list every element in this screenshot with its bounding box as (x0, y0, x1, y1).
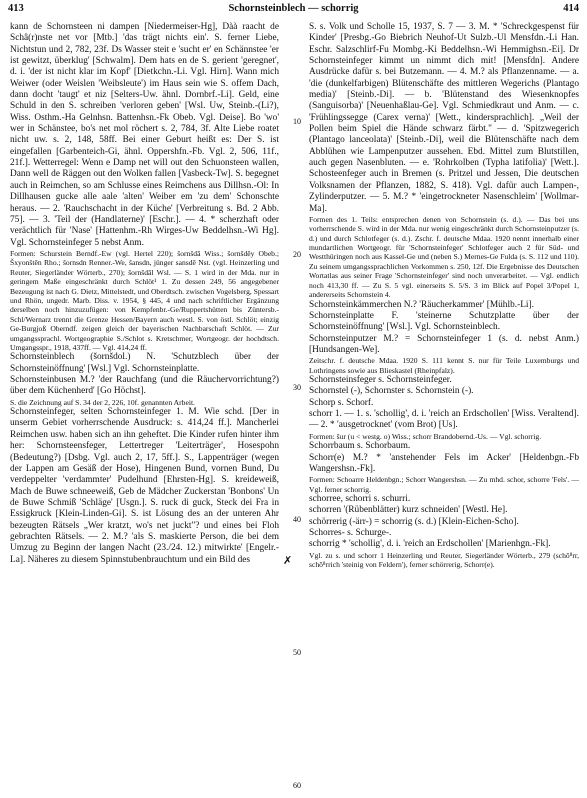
forms-note: Zeitschr. f. deutsche Mdaa. 1920 S. 111 kennt S. nur für Teile Luxemburgs und Lothringens sowie aus Blieskastel (Rheinpfalz). (309, 356, 579, 375)
entry-paragraph: Schorres- s. Schurge-. (309, 528, 392, 539)
entry-paragraph: Schornsteinblech (šornšdol.) N. 'Schutzblech über der Schornsteinöffnung' [Wsl.] Vgl. Schornsteinplatte. (10, 352, 279, 374)
entry-paragraph: schorren '(Rübenblätter) kurz schneiden' [Westl. He]. (309, 505, 508, 516)
line-number: 40 (293, 515, 301, 524)
forms-note: Formen: Schurstein Berndf.-Ew (vgl. Hertel 220); šornšdā Wiss.; šornšdēy Obeb.; Šxyonštēn Rho.; šornsdn Renner.-We, šansdn, jünger sansdē Nst. (vgl. Heinzerling und Reuter, Siegerländer Wörterb., 270); šornšdāl Wsl. — S. 1 wird in der Mda. nur in geringem Maße eingeschränkt durch Schlöt¹ 1. Zu dessen 249, 56 angegebener Bezeugung ist nach G. Dietz, Mittelstedt, und Oberdtsch. zwischen Vogelsberg, Spessart und Rhön, ungedr. Marb. Diss. v. 1954, § 445, 4 und nach schriftlicher Ergänzung derselben noch hinzuzufügen: von Kempfenbr.-Ge/Ruppertshütten bis Züntersb.-Schl/Wernarz trennt die Grenze Hessen/Bayern auch westl. S. von östl. Schlöt; einzig Ge-Burgjoß Oberndf. zeigen gleich der bayerischen Nachbarschaft Schlöt. — Zur umgangssprachl. Wortgeographie S./Schlot s. Kretschmer, Wortgeogr. der hochdtsch. Umgangsspr., 1918, 437ff. — Vgl. 414,24 ff. (10, 248, 279, 352)
entry-paragraph: Schornsteinkämmerchen N.? 'Räucherkammer' [Mühlb.-Li]. (309, 299, 534, 310)
right-column (309, 22, 579, 794)
entry-paragraph: Schornsteinbusen M.? 'der Rauchfang (und die Räuchervorrichtung?) über dem Küchenherd' [Go Höchst]. (10, 375, 279, 397)
entry-paragraph: kann de Schornsteen ni dampen [Niedermeiser-Hg], Dàà raacht de Schâ(r)nste net vor [Mtb.] 'das trägt nichts ein'. S. ferner Liebe, Nichtstun und 2, 782, 23f. Ds Wasser steit e 'sucht er' en Schännstee 'er ist gewitzt, überklug' [Schwalm]. Dem hats en de S. gerient 'geregnet', d. i. 'der ist nicht klar im Kopf' [Dietkchn.-Li. Vgl. Hirn]. Wann mich Weiwer (oder Weislen 'Weibsleute') im Haus sein wie S. offem Dach, dann docht 'taugt' et niz [Selters-Uw. ähnl. Dornbrf.-Li]. Geld, eine Schuld in den S. schreiben 'verloren geben' [Wsl. Uw, Steinb.-(Li?), Wiss. Osthm.-Ha Gelnhsn. Battenhsn.-Fk Obeb. Vgl. Deise]. Bo 'wo' wer in Schänstee, bo's net mol röchert s. 2, 784, 3f. Alte Liebe roatet nicht uw. s. 2, 148, 58ff. Bei einer Geburt heißt es: Der S. ist eingefallen [Garbenteich-Gi, ähnl. Oppershfn.-Fb. Vgl. 2, 506, 11f., 21f.]. Wetterregel: Wenn e Damp net will out den Schuonsteen wallen, Dann well de Räggen out den Wolken fallen [Vasbeck-Tw]. S. begegnet auch in Reimchen, so am Schlusse eines Reimchens aus Dillhsn.-Ol: In Dillhausen gucke alle aale 'alten' Weiber em 'zu dem' Schonschte heraus. — 2. 'Rauchschacht in der Küche' [Verbreitung s. Bd. 2 Abb. 75]. — 3. 'Teil der (Handlaterne)' [Eschr.]. — 4. * scherzhaft oder verächtlich für 'Nase' [Hattenhm.-Rh Wirges-Uw Beddelhsn.-Wi Hg]. Vgl. Schornsteinfeger 5 nebst Anm. (10, 22, 279, 248)
entry-paragraph: Schornsteinputzer M.? = Schornsteinfeger 1 (s. d. nebst Anm.) [Hundsangen-We]. (309, 333, 579, 355)
entry-paragraph: Schornstel (-), Schornster s. Schornstein (-). (309, 386, 474, 397)
entry-paragraph: schorrig * 'schollig', d. i. 'reich an Erdschollen' [Marienhgn.-Fk]. (309, 539, 551, 550)
line-number: 20 (293, 250, 301, 259)
running-title: Schornsteinblech — schorrig (228, 3, 359, 14)
page-number-left: 413 (8, 3, 24, 14)
line-number: 10 (293, 117, 301, 126)
entry-paragraph: Schornsteinfeger, selten Schornsteinfeger 1. M. Wie schd. [Der in unserm Gebiet vorherrschende Ausdruck: s. 414,24 ff.]. Mancherlei Reimchen usw. haben sich an ihn geheftet. Die Kinder rufen hinter ihm her: Schornsteensfeger, Lettertreger 'Leiterträger', Hosespohn (Bedeutung?) [Dsbg. Vgl. auch 2, 17, 5ff.]. S., Lappenträger (wegen der Lappen am Gesäß der Hose), Hingenen Bund, vornen Bund, Du verdeppelter 'verdammter' Pudelhund [Ehrsten-Hg]. S. kreideweiß, Mach de Buwe schneeweiß, Geb de Mädcher Zuckerstan 'Bonbons' Un de Buwe Schmiß 'Schläge' [Usgn.]. S. ruck di guck, Steck dei Fra in Essigkruck [Klein-Linden-Gi]. S. ist Lösung des an der unteren Ahr bezeugten Rätsels „Wer kratzt, wo's net juckt"? und eines bei Floh gebrachten Rätsels. — 2. M.? 'als S. maskierte Person, die bei dem Umzug zu Beginn der langen Nacht (23./24. 12.) mitwirkte' [Engelr.-La]. Näheres zu diesem Spinnstubenbrauchtum und ein Bild des (10, 407, 279, 565)
entry-paragraph: Schornsteinplatte F. 'steinerne Schutzplatte über der Schornsteinöffnung' [Wsl.]. Vgl. Schornsteinblech. (309, 310, 579, 333)
forms-note: Vgl. zu s. und schorr 1 Heinzerling und Reuter, Siegerländer Wörterb., 279 (schō⁸rr, schō⁸rrich 'steinig von Feldern'), ferner schörrerig, Schorr(e). (309, 550, 579, 570)
entry-paragraph: Schorp s. Schorf. (309, 397, 374, 408)
page-number-right: 414 (563, 3, 579, 14)
entry-paragraph: schörrerig (-ärr-) = schorrig (s. d.) [Klein-Eichen-Scho]. (309, 516, 519, 527)
forms-note: Formen des 1. Teils: entsprechen denen von Schornstein (s. d.). — Das bei uns vorherrschende S. wird in der Mda. nur wenig eingeschränkt durch Schornsteinputzer (s. d.) und durch Schlotfeger (s. d.). Zschr. f. deutsche Mdaa. 1920 nennt innerhalb einer mundartlichen Wortgeogr. für 'Schornsteinfeger' Schlotfeger auch 2 für Süd- und Westthüringen noch aus Kassel-Ge und (neben S.) Mernes-Ge Fulda (s. S. 112 und 110). Zu seinem umgangssprachlichen Vorkommen s. 250, 12f. Die Ergebnisse des Deutschen Wortatlas aus seiner Frage 'Schornsteinfeger' sind noch unverarbeitet. — Vgl. endlich noch 413,30 ff. — Zu S. 5 vgl. einerseits S. 5/S. 3 im Blick auf Popel 3/Popel 1, andererseits Schornstein 4. (309, 214, 579, 300)
line-number: 30 (293, 383, 301, 392)
line-number: 60 (293, 781, 301, 790)
margin-mark: ✗ (283, 555, 293, 567)
entry-paragraph: schorr 1. — 1. s. 'schollig', d. i. 'reich an Erdschollen' [Wiss. Veraltend]. — 2. * 'ausgetrocknet' (vom Brot) [Us]. (309, 409, 579, 431)
entry-paragraph: Schornsteinsfeger s. Schornsteinfeger. (309, 375, 452, 386)
entry-paragraph: Schorrbaum s. Schorbaum. (309, 441, 411, 452)
entry-paragraph: schorree, schorri s. schurri. (309, 494, 411, 504)
page-header (8, 3, 579, 19)
forms-note: Formen: Schoarre Heldenbgn.; Schorr Wangershsn. — Zu mhd. schor, schorre 'Fels'. — Vgl. ferner schorrig. (309, 475, 579, 494)
line-number: 50 (293, 648, 301, 657)
forms-note: Formen: šur (u < westg. o) Wiss.; schorr Brandobernd.-Us. — Vgl. schorrig. (309, 431, 542, 441)
entry-paragraph: S. s. Volk und Scholle 15, 1937, S. 7 — 3. M. * 'Schreckgespenst für Kinder' [Presbg.-Go Biebrich Neuhof-Ut Sulzb.-Ul Mensfdn.-Li Han. Eschr. Salzschlirf-Fu Mombg.-Ki Beddelhsn.-Wi Hemmighsn.-Ei]. Dr Schornsteinfeger kimmt un nimmt dich mit! [Mensfdn]. Andere Ausdrücke dafür s. bei Butzemann. — 4. M.? als Pflanzenname. — a. 'die (dunkelfarbigen) Blütenschäfte des mittleren Wegerichs (Plantago media)' [Steinb.-Di]. — b. 'Blütenstand des Wiesenknopfes (Sanguisorba)' [Neuenhaßlau-Ge]. Vgl. Schmiedkraut und Anm. — c. 'Frühlingssegge (Carex verna)' [Wett., kindersprachlich]. „Weil der Pollen beim Spiel die Hände schwarz färbt." — d. 'Spitzwegerich (Plantago lanceolata)' [Steinb.-Di], weil die Blütenschäfte nach dem Abblühen wie Lampenputzer aussehen. Ebd. Mittel zum Blutstillen, auch gegen Nasenbluten. — e. 'Rohrkolben (Typha latifolia)' [Wett.]. Schosteenfeger auch in Bremen (s. Pritzel und Jessen, Die deutschen Volksnamen der Pflanzen, 1882, S. 418). Vgl. dafür auch Lampen-, Zylinderputzer. — 5. M.? * 'eingetrockneter Nasenschleim' [Wollmar-Ma]. (309, 22, 579, 214)
entry-paragraph: Schorr(e) M.? * 'anstehender Fels im Acker' [Heldenbgn.-Fb Wangershsn.-Fk]. (309, 452, 579, 474)
forms-note: S. die Zeichnung auf S. 34 der 2, 226, 10f. genannten Arbeit. (10, 397, 195, 407)
left-column (10, 22, 279, 794)
